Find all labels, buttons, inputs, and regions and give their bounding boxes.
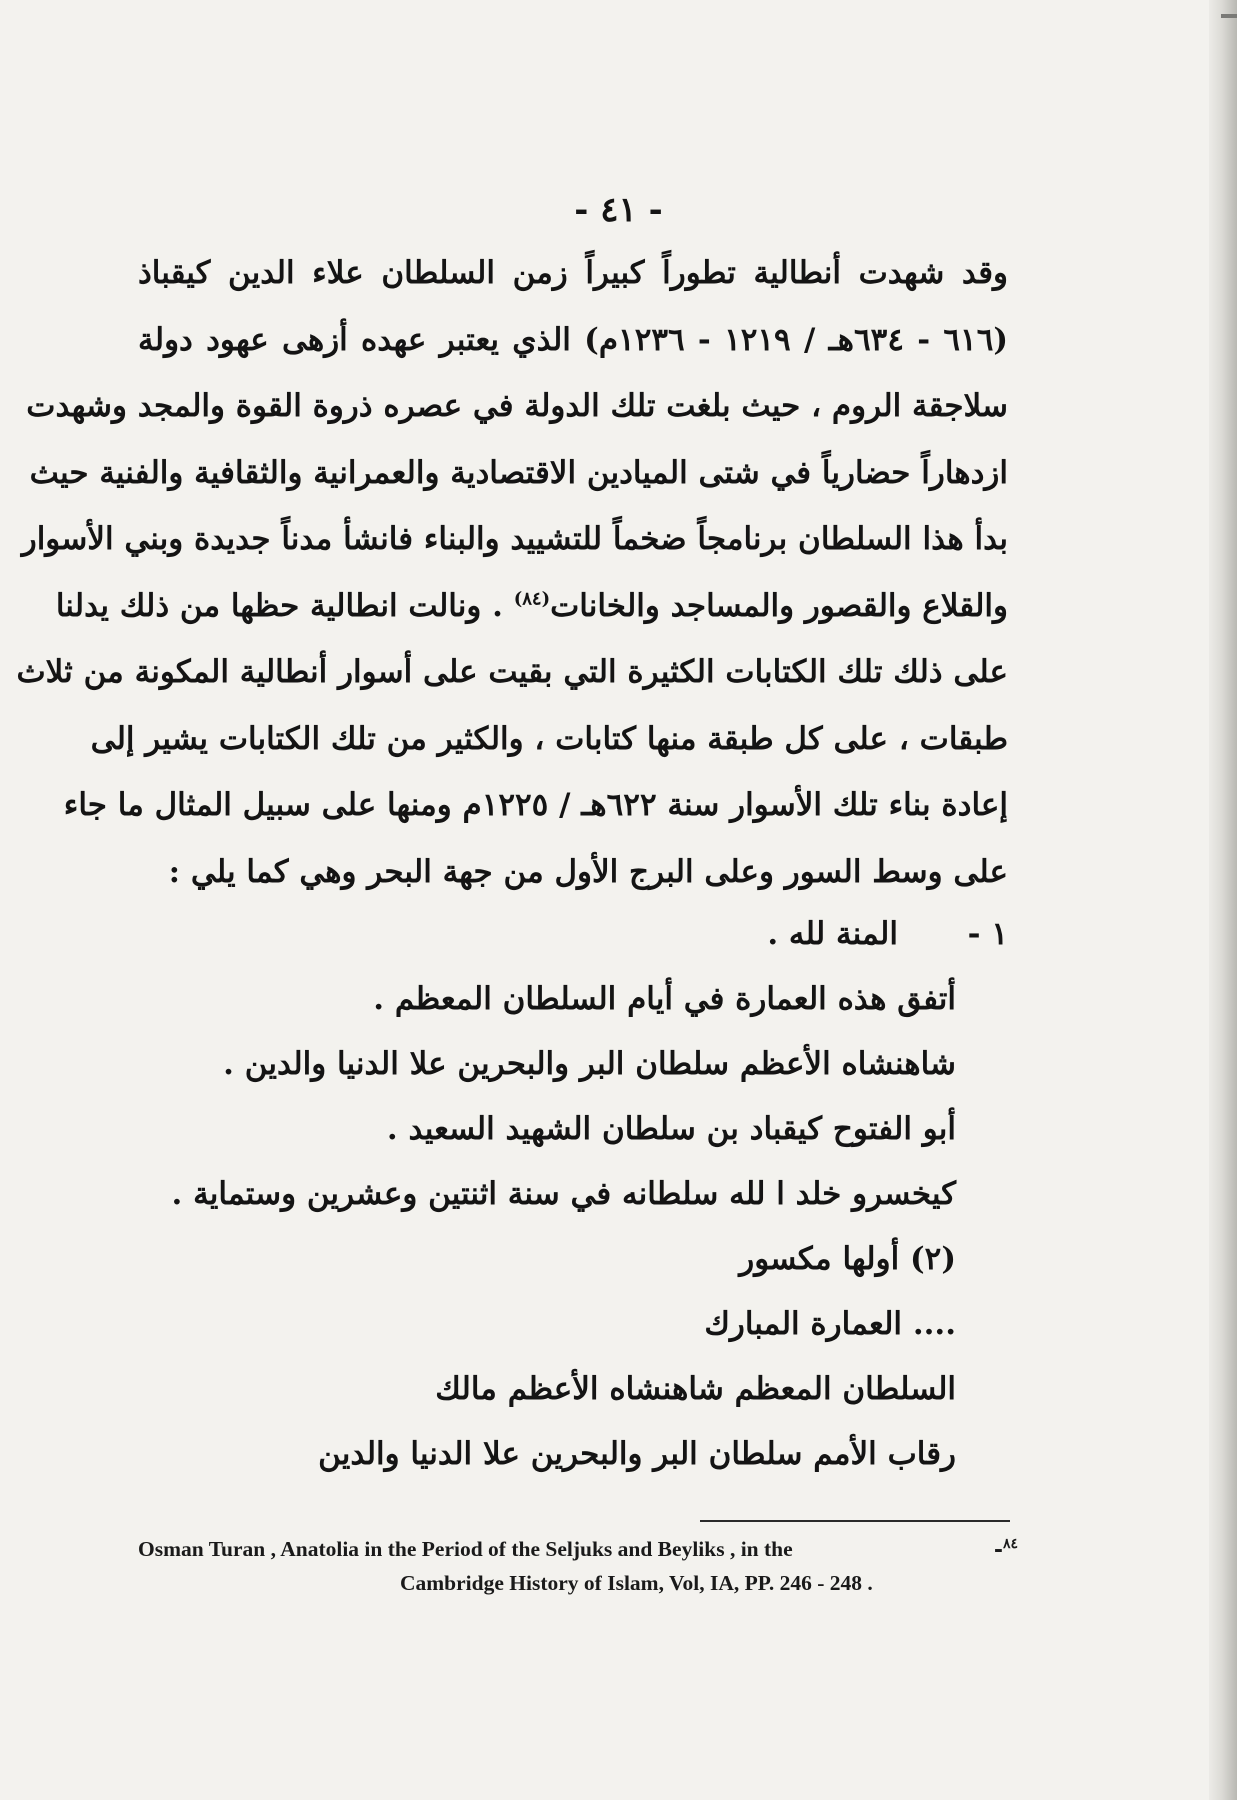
paragraph-line: على ذلك تلك الكتابات الكثيرة التي بقيت على أسوار أنطالية المكونة من ثلاث [16, 654, 1008, 690]
footnote [138, 1527, 1018, 1600]
main-paragraph [16, 240, 1009, 905]
paragraph-line: (٦١٦ - ٦٣٤هـ / ١٢١٩ - ١٢٣٦م) الذي يعتبر عهده أزهى عهود دولة [138, 321, 1009, 358]
inscription-verse: شاهنشاه الأعظم سلطان البر والبحرين علا الدنيا والدين . [223, 1046, 956, 1082]
inscription-verse: رقاب الأمم سلطان البر والبحرين علا الدنيا والدين [318, 1436, 956, 1472]
inscription-verse: أبو الفتوح كيقباد بن سلطان الشهيد السعيد . [386, 1111, 956, 1147]
footnote-citation-text: Osman Turan , Anatolia in the Period of the Seljuks and Beyliks , in the [138, 1537, 793, 1562]
paragraph-line: سلاجقة الروم ، حيث بلغت تلك الدولة في عصره ذروة القوة والمجد وشهدت [26, 388, 1008, 424]
paragraph-line-tail: . ونالت انطالية حظها من ذلك يدلنا [55, 587, 503, 624]
paragraph-line: طبقات ، على كل طبقة منها كتابات ، والكثير من تلك الكتابات يشير إلى [90, 720, 1008, 757]
page-edge-mark [1221, 14, 1237, 18]
inscription-item-text: المنة لله . [767, 916, 898, 952]
inscription-verse: السلطان المعظم شاهنشاه الأعظم مالك [435, 1371, 956, 1407]
paragraph-line: وقد شهدت أنطالية تطوراً كبيراً زمن السلطان علاء الدين كيقباذ [138, 255, 1008, 291]
inscription-verse: أتفق هذه العمارة في أيام السلطان المعظم . [373, 981, 956, 1017]
footnote-ref-marker: (٨٤) [513, 588, 551, 610]
inscription-item-1 [138, 902, 1008, 967]
footnote-number: ٨٤ [1002, 1536, 1018, 1552]
paragraph-line-head: والقلاع والقصور والمساجد والخانات [550, 587, 1008, 624]
footnote-line-1 [138, 1527, 1018, 1566]
page-number: - ٤١ - [574, 190, 663, 230]
inscription-block [138, 902, 1008, 1487]
footnote-marker [994, 1527, 1018, 1566]
page-edge-shadow [1209, 0, 1237, 1800]
paragraph-line: بدأ هذا السلطان برنامجاً ضخماً للتشييد والبناء فانشأ مدناً جديدة وبني الأسوار [21, 521, 1008, 557]
footnote-divider [700, 1520, 1010, 1522]
paragraph-line: إعادة بناء تلك الأسوار سنة ٦٢٢هـ / ١٢٢٥م ومنها على سبيل المثال ما جاء [63, 787, 1008, 823]
paragraph-line: ازدهاراً حضارياً في شتى الميادين الاقتصادية والعمرانية والثقافية والفنية حيث [29, 454, 1008, 491]
inscription-verse: (٢) أولها مكسور [739, 1241, 956, 1277]
inscription-item-number: ١ - [967, 916, 1008, 952]
paragraph-line-with-ref [55, 573, 1008, 640]
inscription-verse: كيخسرو خلد ا لله سلطانه في سنة اثنتين وعشرين وستماية . [171, 1176, 956, 1212]
footnote-dash: - [993, 1536, 1003, 1563]
paragraph-line: على وسط السور وعلى البرج الأول من جهة البحر وهي كما يلي : [168, 853, 1008, 890]
footnote-line-2: Cambridge History of Islam, Vol, IA, PP. 246 - 248 . [400, 1571, 873, 1596]
inscription-verse: .... العمارة المبارك [704, 1306, 956, 1342]
